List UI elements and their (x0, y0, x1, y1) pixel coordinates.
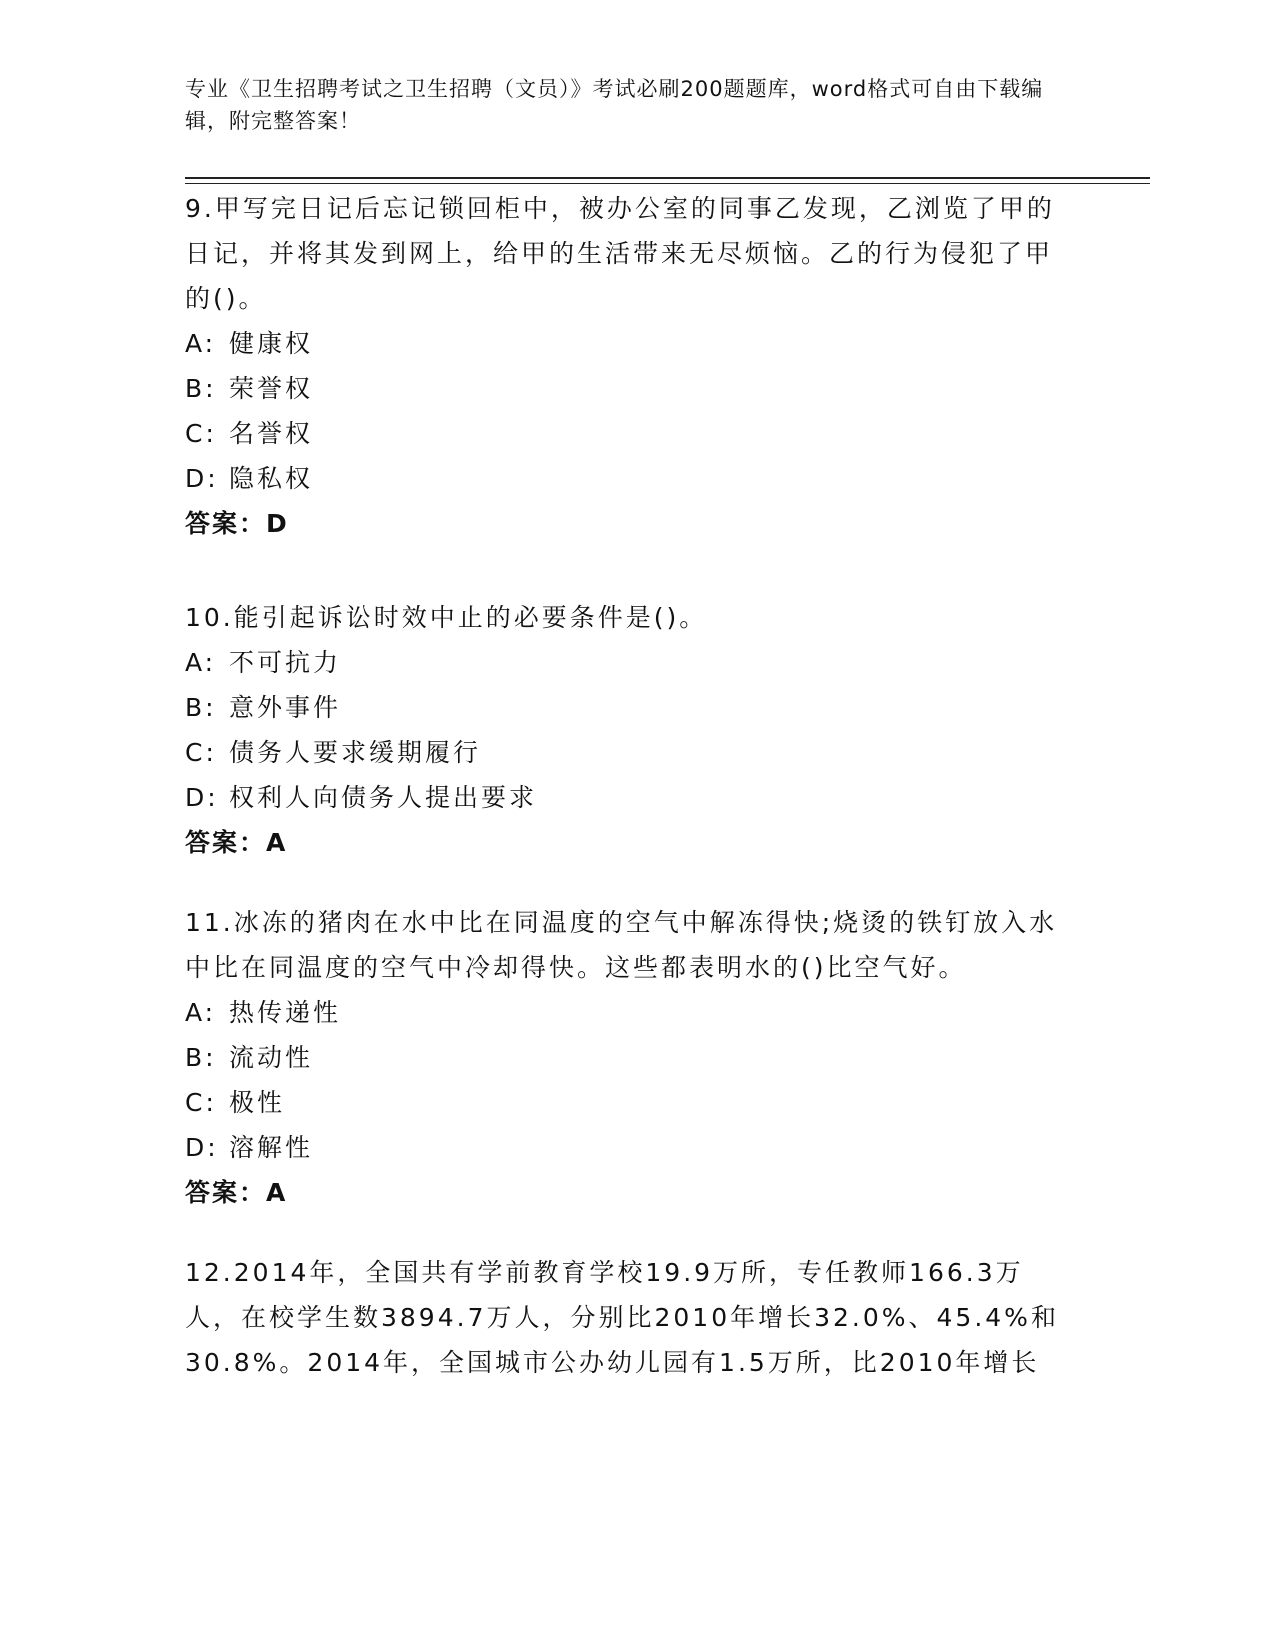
answer-line: 答案：D (185, 509, 289, 538)
question-12 (185, 1250, 1065, 1385)
option-letter: B: (185, 693, 217, 722)
header-divider-thin (185, 183, 1150, 184)
option-letter: B: (185, 374, 217, 403)
question-11 (185, 900, 1065, 1215)
option-text: 热传递性 (229, 998, 342, 1027)
question-9 (185, 186, 1065, 546)
option-text: 荣誉权 (229, 374, 314, 403)
option-text: 意外事件 (229, 693, 342, 722)
option-letter: A: (185, 329, 217, 358)
option-text: 极性 (229, 1088, 286, 1117)
option-c (185, 1080, 1065, 1125)
option-d (185, 456, 1065, 501)
option-letter: D: (185, 1133, 219, 1162)
option-a (185, 321, 1065, 366)
option-letter: A: (185, 998, 217, 1027)
option-text: 名誉权 (229, 419, 314, 448)
document-header: 专业《卫生招聘考试之卫生招聘（文员）》考试必刷200题题库，word格式可自由下载编辑，附完整答案！ (185, 77, 1044, 133)
option-text: 溶解性 (229, 1133, 314, 1162)
answer-line: 答案：A (185, 828, 288, 857)
option-c (185, 411, 1065, 456)
option-text: 健康权 (229, 329, 314, 358)
option-c (185, 730, 1065, 775)
question-stem: 12.2014年，全国共有学前教育学校19.9万所，专任教师166.3万人，在校学生数3894.7万人，分别比2010年增长32.0%、45.4%和30.8%。2014年，全国城市公办幼儿园有1.5万所，比2010年增长 (185, 1258, 1059, 1377)
option-text: 权利人向债务人提出要求 (229, 783, 538, 812)
option-b (185, 685, 1065, 730)
option-b (185, 366, 1065, 411)
question-10 (185, 595, 1065, 865)
option-b (185, 1035, 1065, 1080)
option-a (185, 640, 1065, 685)
option-text: 债务人要求缓期履行 (229, 738, 482, 767)
option-text: 不可抗力 (229, 648, 342, 677)
option-text: 流动性 (229, 1043, 314, 1072)
question-stem: 9.甲写完日记后忘记锁回柜中，被办公室的同事乙发现，乙浏览了甲的日记，并将其发到网上，给甲的生活带来无尽烦恼。乙的行为侵犯了甲的()。 (185, 194, 1055, 313)
option-letter: D: (185, 464, 219, 493)
option-d (185, 775, 1065, 820)
option-letter: D: (185, 783, 219, 812)
question-stem: 11.冰冻的猪肉在水中比在同温度的空气中解冻得快;烧烫的铁钉放入水中比在同温度的空气中冷却得快。这些都表明水的()比空气好。 (185, 908, 1058, 982)
answer-line: 答案：A (185, 1178, 288, 1207)
option-text: 隐私权 (229, 464, 314, 493)
option-a (185, 990, 1065, 1035)
question-stem: 10.能引起诉讼时效中止的必要条件是()。 (185, 603, 708, 632)
option-letter: C: (185, 1088, 217, 1117)
option-letter: C: (185, 419, 217, 448)
option-letter: B: (185, 1043, 217, 1072)
option-letter: C: (185, 738, 217, 767)
option-letter: A: (185, 648, 217, 677)
header-divider-thick (185, 177, 1150, 179)
option-d (185, 1125, 1065, 1170)
